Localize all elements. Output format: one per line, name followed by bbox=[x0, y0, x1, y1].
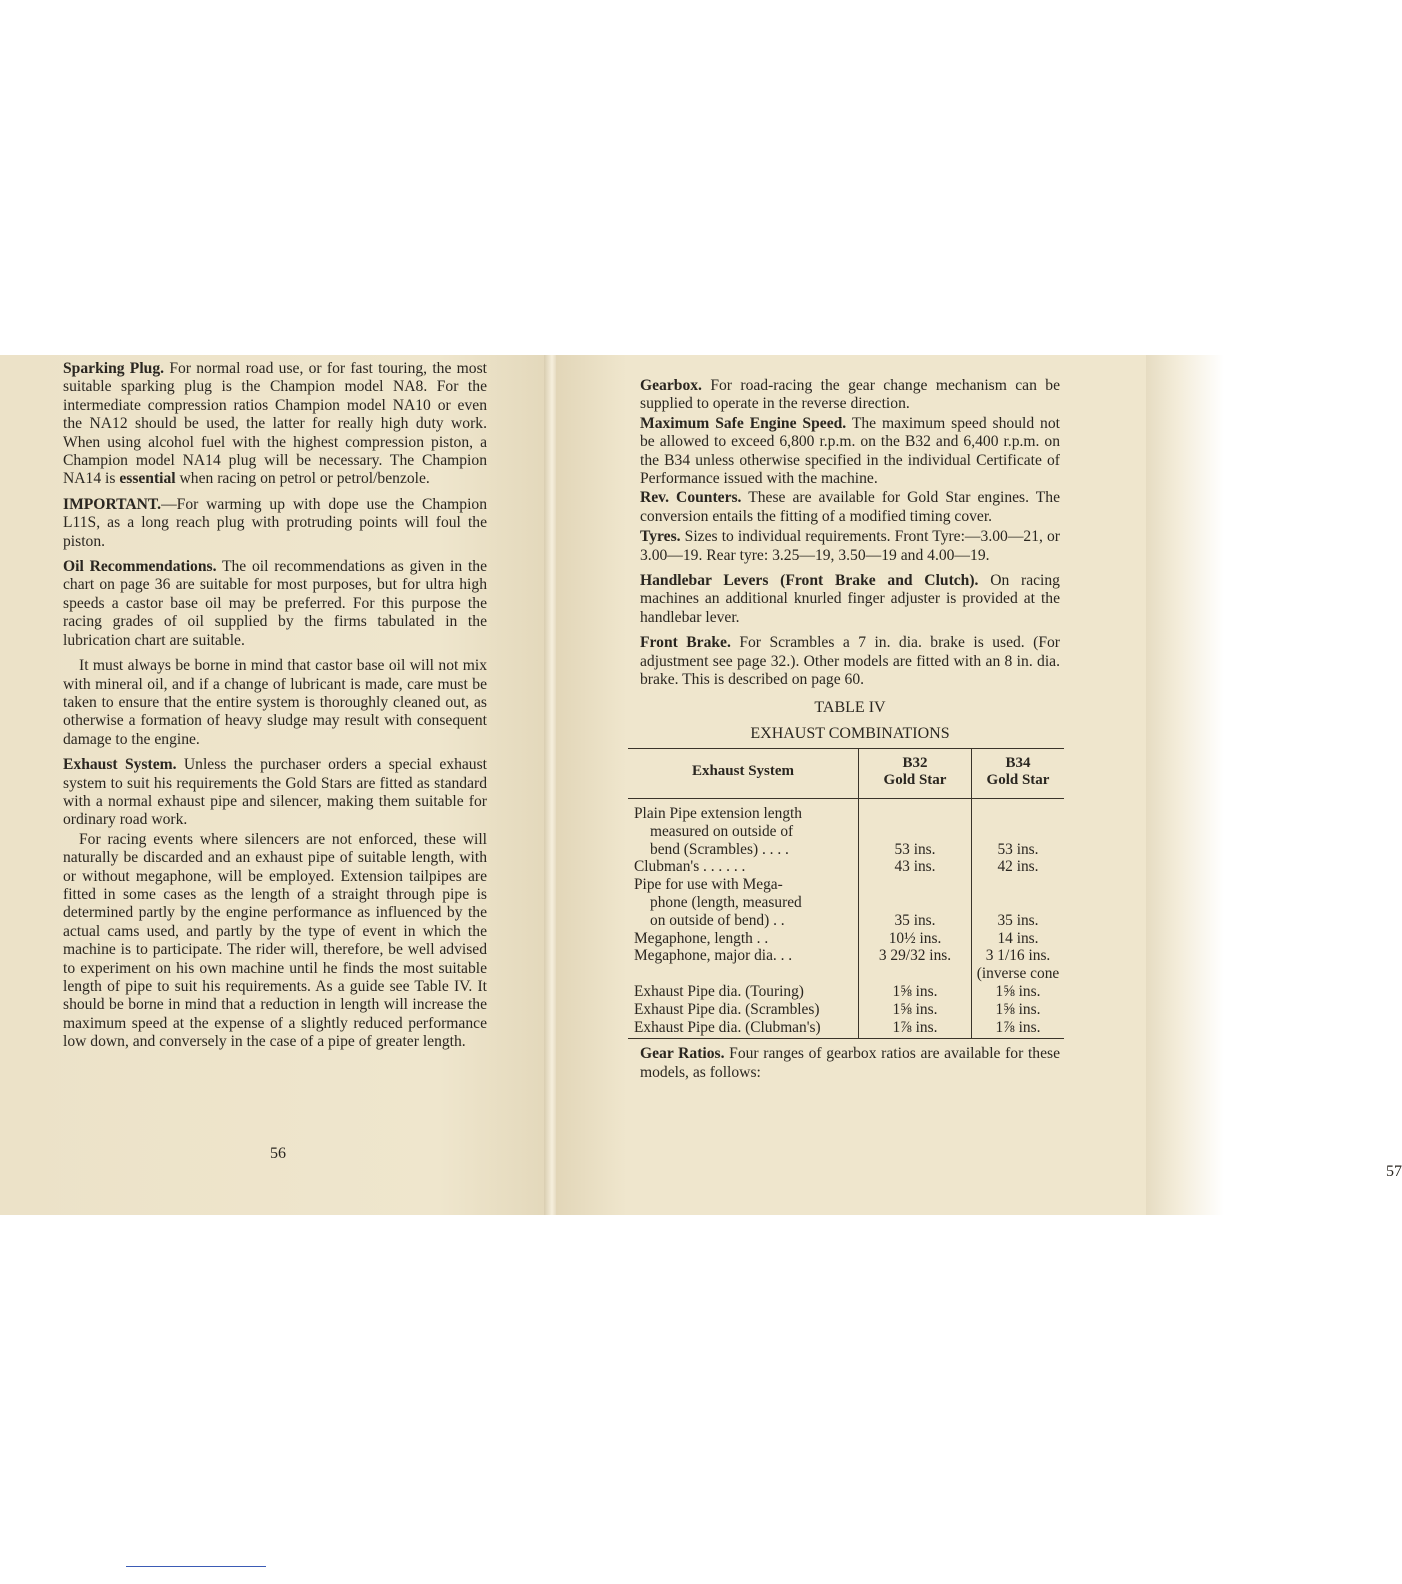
right-page bbox=[556, 355, 1402, 1215]
max-speed-paragraph: Maximum Safe Engine Speed. The maximum speed should not be allowed to exceed 6,800 r.p.m. on the B32 and 6,400 r.p.m. on the B34 unless otherwise specified in the individual Certificate of Performance issued with the machine. bbox=[640, 414, 1060, 488]
handlebar-levers-heading: Handlebar Levers (Front Brake and Clutch). bbox=[640, 572, 979, 590]
footer-rule bbox=[126, 1566, 266, 1567]
table-row: Megaphone, length . . 10½ ins. 14 ins. bbox=[628, 930, 1064, 948]
column-header-system: Exhaust System bbox=[628, 748, 859, 799]
table-title: TABLE IV bbox=[814, 698, 886, 716]
rev-counters-heading: Rev. Counters. bbox=[640, 489, 742, 507]
gearbox-paragraph: Gearbox. For road-racing the gear change mechanism can be supplied to operate in the reverse direction. bbox=[640, 377, 1060, 413]
book-spread bbox=[0, 355, 1402, 1215]
rev-counters-paragraph: Rev. Counters. These are available for Gold Star engines. The conversion entails the fitting of a modified timing cover. bbox=[640, 489, 1060, 525]
table-header-row bbox=[628, 748, 1064, 799]
table-row: Exhaust Pipe dia. (Scrambles) 1⅝ ins. 1⅝ ins. bbox=[628, 1001, 1064, 1019]
column-header-b32: B32 Gold Star bbox=[859, 748, 972, 799]
page-edge bbox=[1146, 355, 1224, 1215]
oil-recommendations-paragraph: Oil Recommendations. The oil recommendations as given in the chart on page 36 are suitable for most purposes, but for ultra high speeds a castor base oil may be preferred. For this purpose the racing grades of oil supplied by the firms tabulated in the lubrication chart are suitable. bbox=[63, 558, 487, 649]
table-row: Megaphone, major dia. . . 3 29/32 ins. 3 1/16 ins. (inverse cone bbox=[628, 947, 1064, 983]
column-header-b34: B34 Gold Star bbox=[986, 754, 1050, 789]
page-number-right: 57 bbox=[1386, 1163, 1402, 1180]
left-page bbox=[0, 355, 548, 1215]
essential-emphasis: essential bbox=[119, 470, 176, 488]
inverse-cone-note: (inverse cone bbox=[976, 965, 1060, 983]
tyres-heading: Tyres. bbox=[640, 528, 681, 546]
right-text-column bbox=[634, 377, 1060, 1089]
table-row: Pipe for use with Mega- phone (length, measured on outside of bend) . . 35 ins. 35 ins. bbox=[628, 876, 1064, 929]
table-row: Plain Pipe extension length measured on outside of bend (Scrambles) . . . . 53 ins. 53 ins. bbox=[628, 799, 1064, 859]
gearbox-heading: Gearbox. bbox=[640, 377, 702, 394]
table-row: Exhaust Pipe dia. (Clubman's) 1⅞ ins. 1⅞ ins. bbox=[628, 1019, 1064, 1039]
gear-ratios-paragraph: Gear Ratios. Four ranges of gearbox ratios are available for these models, as follows: bbox=[640, 1045, 1060, 1081]
table-row: Exhaust Pipe dia. (Touring) 1⅝ ins. 1⅝ ins. bbox=[628, 983, 1064, 1001]
max-speed-heading: Maximum Safe Engine Speed. bbox=[640, 414, 847, 432]
exhaust-combinations-table bbox=[628, 748, 1064, 1040]
sparking-plug-heading: Sparking Plug. bbox=[63, 360, 165, 377]
table-row: Clubman's . . . . . . 43 ins. 42 ins. bbox=[628, 858, 1064, 876]
exhaust-system-paragraph: Exhaust System. Unless the purchaser orders a special exhaust system to suit his requirements the Gold Stars are fitted as standard with a normal exhaust pipe and silencer, making them suitable for ordinary road work. bbox=[63, 756, 487, 829]
table-subtitle: EXHAUST COMBINATIONS bbox=[750, 724, 950, 742]
gear-ratios-heading: Gear Ratios. bbox=[640, 1045, 725, 1063]
important-heading: IMPORTANT. bbox=[63, 495, 162, 513]
sparking-plug-paragraph: Sparking Plug. For normal road use, or for fast touring, the most suitable sparking plug is the Champion model NA8. For the intermediate compression ratios Champion model NA10 or even the NA12 should be used, the latter for really high duty work. When using alcohol fuel with the highest compression piston, a Champion model NA14 plug will be necessary. The Champion NA14 is essential when racing on petrol or petrol/benzole. bbox=[63, 360, 488, 488]
important-paragraph: IMPORTANT.—For warming up with dope use the Champion L11S, as a long reach plug with protruding points will foul the piston. bbox=[63, 495, 487, 550]
oil-recommendations-heading: Oil Recommendations. bbox=[63, 558, 217, 576]
castor-oil-paragraph: It must always be borne in mind that castor base oil will not mix with mineral oil, and if a change of lubricant is made, care must be taken to ensure that the entire system is thoroughly cleaned out, as otherwise a formation of heavy sludge may result with consequent damage to the engine. bbox=[63, 657, 487, 748]
racing-events-paragraph: For racing events where silencers are not enforced, these will naturally be discarded and an exhaust pipe of suitable length, with or without megaphone, will be employed. Extension tailpipes are fitted in some cases as the length of a straight through pipe is determined partly by the engine performance as influenced by the actual cams used, and partly by the type of event in which the machine is to participate. The rider will, therefore, be well advised to experiment on his own machine until he finds the most suitable length of pipe to suit his requirements. As a guide see Table IV. It should be borne in mind that a reduction in length will increase the maximum speed at the expense of a slightly reduced performance low down, and conversely in the case of a pipe of greater length. bbox=[63, 830, 487, 1051]
front-brake-paragraph: Front Brake. For Scrambles a 7 in. dia. brake is used. (For adjustment see page 32.). Other models are fitted with an 8 in. dia. brake. This is described on page 60. bbox=[640, 634, 1060, 689]
page-number-left: 56 bbox=[270, 1145, 286, 1162]
left-text-column bbox=[63, 360, 487, 1059]
exhaust-system-heading: Exhaust System. bbox=[63, 756, 177, 774]
tyres-paragraph: Tyres. Sizes to individual requirements. Front Tyre:—3.00—21, or 3.00—19. Rear tyre: 3.25—19, 3.50—19 and 4.00—19. bbox=[640, 528, 1060, 564]
handlebar-levers-paragraph: Handlebar Levers (Front Brake and Clutch). On racing machines an additional knurled finger adjuster is provided at the handlebar lever. bbox=[640, 572, 1060, 626]
front-brake-heading: Front Brake. bbox=[640, 634, 731, 652]
